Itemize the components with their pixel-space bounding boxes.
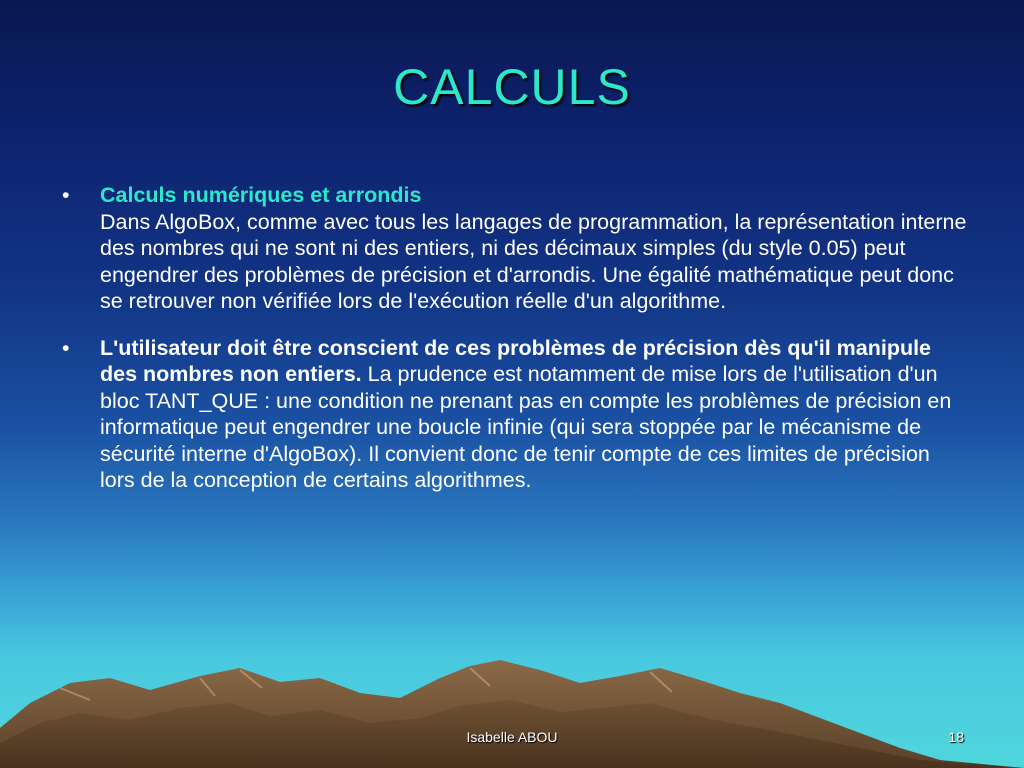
bullet-heading: Calculs numériques et arrondis — [100, 183, 422, 207]
bullet-bold-lead: L'utilisateur doit être conscient de ces problèmes de précision dès qu'il manipule des nombres non entiers. — [100, 335, 932, 386]
slide-content — [62, 182, 967, 514]
bullet-body: Dans AlgoBox, comme avec tous les langages de programmation, la représentation interne des nombres qui ne sont ni des entiers, ni des décimaux simples (du style 0.05) peut engendrer des problèmes de précision et d'arrondis. Une égalité mathématique peut donc se retrouver non vérifiée lors de l'exécution réelle d'un algorithme. — [100, 209, 967, 313]
bullet-body: La prudence est notamment de mise lors de l'utilisation d'un bloc TANT_QUE : une condition ne prenant pas en compte les problèmes de précision en informatique peut engendrer une boucle infinie (qui sera stoppée par le mécanisme de sécurité interne d'AlgoBox). Il convient donc de tenir compte de ces limites de précision lors de la conception de certains algorithmes. — [100, 362, 952, 492]
bullet-dot: • — [62, 335, 70, 360]
bullet-item — [62, 335, 967, 494]
footer-author — [0, 729, 1024, 745]
bullet-item — [62, 182, 967, 315]
footer-author-text: Isabelle ABOU — [466, 729, 558, 745]
mountain-range-illustration — [0, 648, 1024, 768]
slide-title: CALCULS — [393, 59, 631, 115]
bullet-dot: • — [62, 183, 70, 207]
footer-page-number: 18 — [948, 729, 964, 745]
